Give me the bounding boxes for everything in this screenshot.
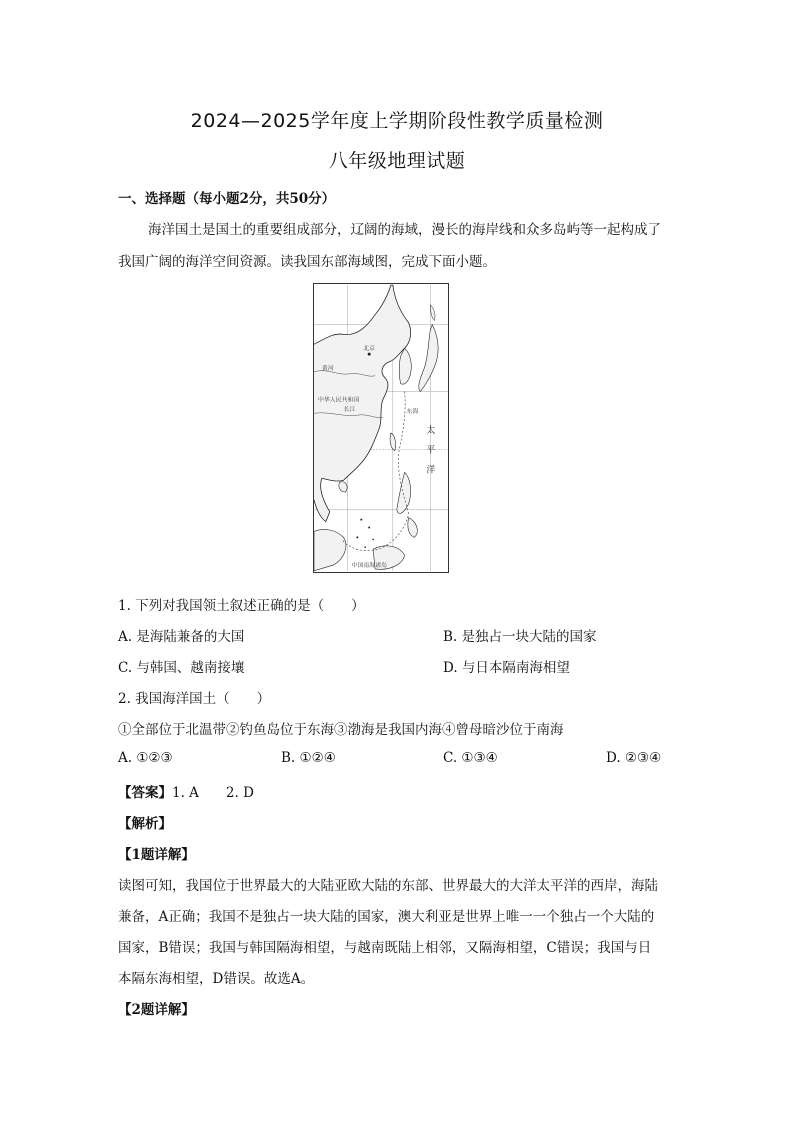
answer-row bbox=[118, 781, 254, 801]
q1-detail-line-4: 本隔东海相望，D错误。故选A。 bbox=[118, 971, 315, 987]
document-subtitle: 八年级地理试题 bbox=[328, 150, 466, 172]
map-label-taiping-1: 太 bbox=[426, 425, 436, 436]
intro-line-1: 海洋国土是国土的重要组成部分，辽阔的海域，漫长的海岸线和众多岛屿等一起构成了 bbox=[148, 222, 661, 238]
intro-line-2: 我国广阔的海洋空间资源。读我国东部海域图，完成下面小题。 bbox=[118, 254, 496, 270]
q2-stem: 2. 我国海洋国土（ ） bbox=[118, 691, 271, 707]
map-label-changjiang: 长江 bbox=[343, 407, 356, 414]
q1-detail-line-1: 读图可知，我国位于世界最大的大陆亚欧大陆的东部、世界最大的大洋太平洋的西岸，海陆 bbox=[118, 878, 658, 894]
document-title: 2024—2025学年度上学期阶段性教学质量检测 bbox=[190, 110, 604, 132]
q1-detail-heading: 【1题详解】 bbox=[118, 847, 195, 863]
map-label-bottom: 中国南海诸岛 bbox=[351, 562, 387, 569]
map-label-taiping-3: 洋 bbox=[426, 465, 436, 476]
q2-option-c: C. ①③④ bbox=[443, 750, 498, 766]
map-label-taiping-2: 平 bbox=[426, 445, 436, 456]
q2-option-b: B. ①②④ bbox=[281, 750, 336, 766]
map-label-beijing: 北京 bbox=[363, 346, 376, 353]
q2-detail-heading: 【2题详解】 bbox=[118, 1002, 195, 1018]
q1-detail-line-2: 兼备，A正确；我国不是独占一块大陆的国家，澳大利亚是世界上唯一一个独占一个大陆的 bbox=[118, 909, 655, 925]
east-sea-map bbox=[313, 283, 449, 573]
answer-value: 1. A 2. D bbox=[172, 785, 254, 801]
q2-option-d: D. ②③④ bbox=[606, 750, 662, 766]
q1-option-c: C. 与韩国、越南接壤 bbox=[118, 660, 245, 676]
map-label-huanghe: 黄河 bbox=[321, 365, 334, 372]
q1-option-a: A. 是海陆兼备的大国 bbox=[118, 629, 245, 645]
q1-detail-line-3: 国家，B错误；我国与韩国隔海相望，与越南既陆上相邻，又隔海相望，C错误；我国与日 bbox=[118, 940, 652, 956]
q1-stem: 1. 下列对我国领土叙述正确的是（ ） bbox=[118, 598, 365, 614]
answer-label: 【答案】 bbox=[118, 785, 172, 801]
analysis-label: 【解析】 bbox=[118, 816, 172, 832]
map-label-country: 中华人民共和国 bbox=[317, 397, 360, 404]
map-label-donghai: 东海 bbox=[406, 409, 419, 416]
section-heading: 一、选择题（每小题2分，共50分） bbox=[118, 191, 336, 207]
q1-option-d: D. 与日本隔南海相望 bbox=[443, 660, 570, 676]
q1-option-b: B. 是独占一块大陆的国家 bbox=[443, 629, 597, 645]
q2-statements: ①全部位于北温带②钓鱼岛位于东海③渤海是我国内海④曾母暗沙位于南海 bbox=[118, 722, 564, 738]
q2-option-a: A. ①②③ bbox=[118, 750, 173, 766]
